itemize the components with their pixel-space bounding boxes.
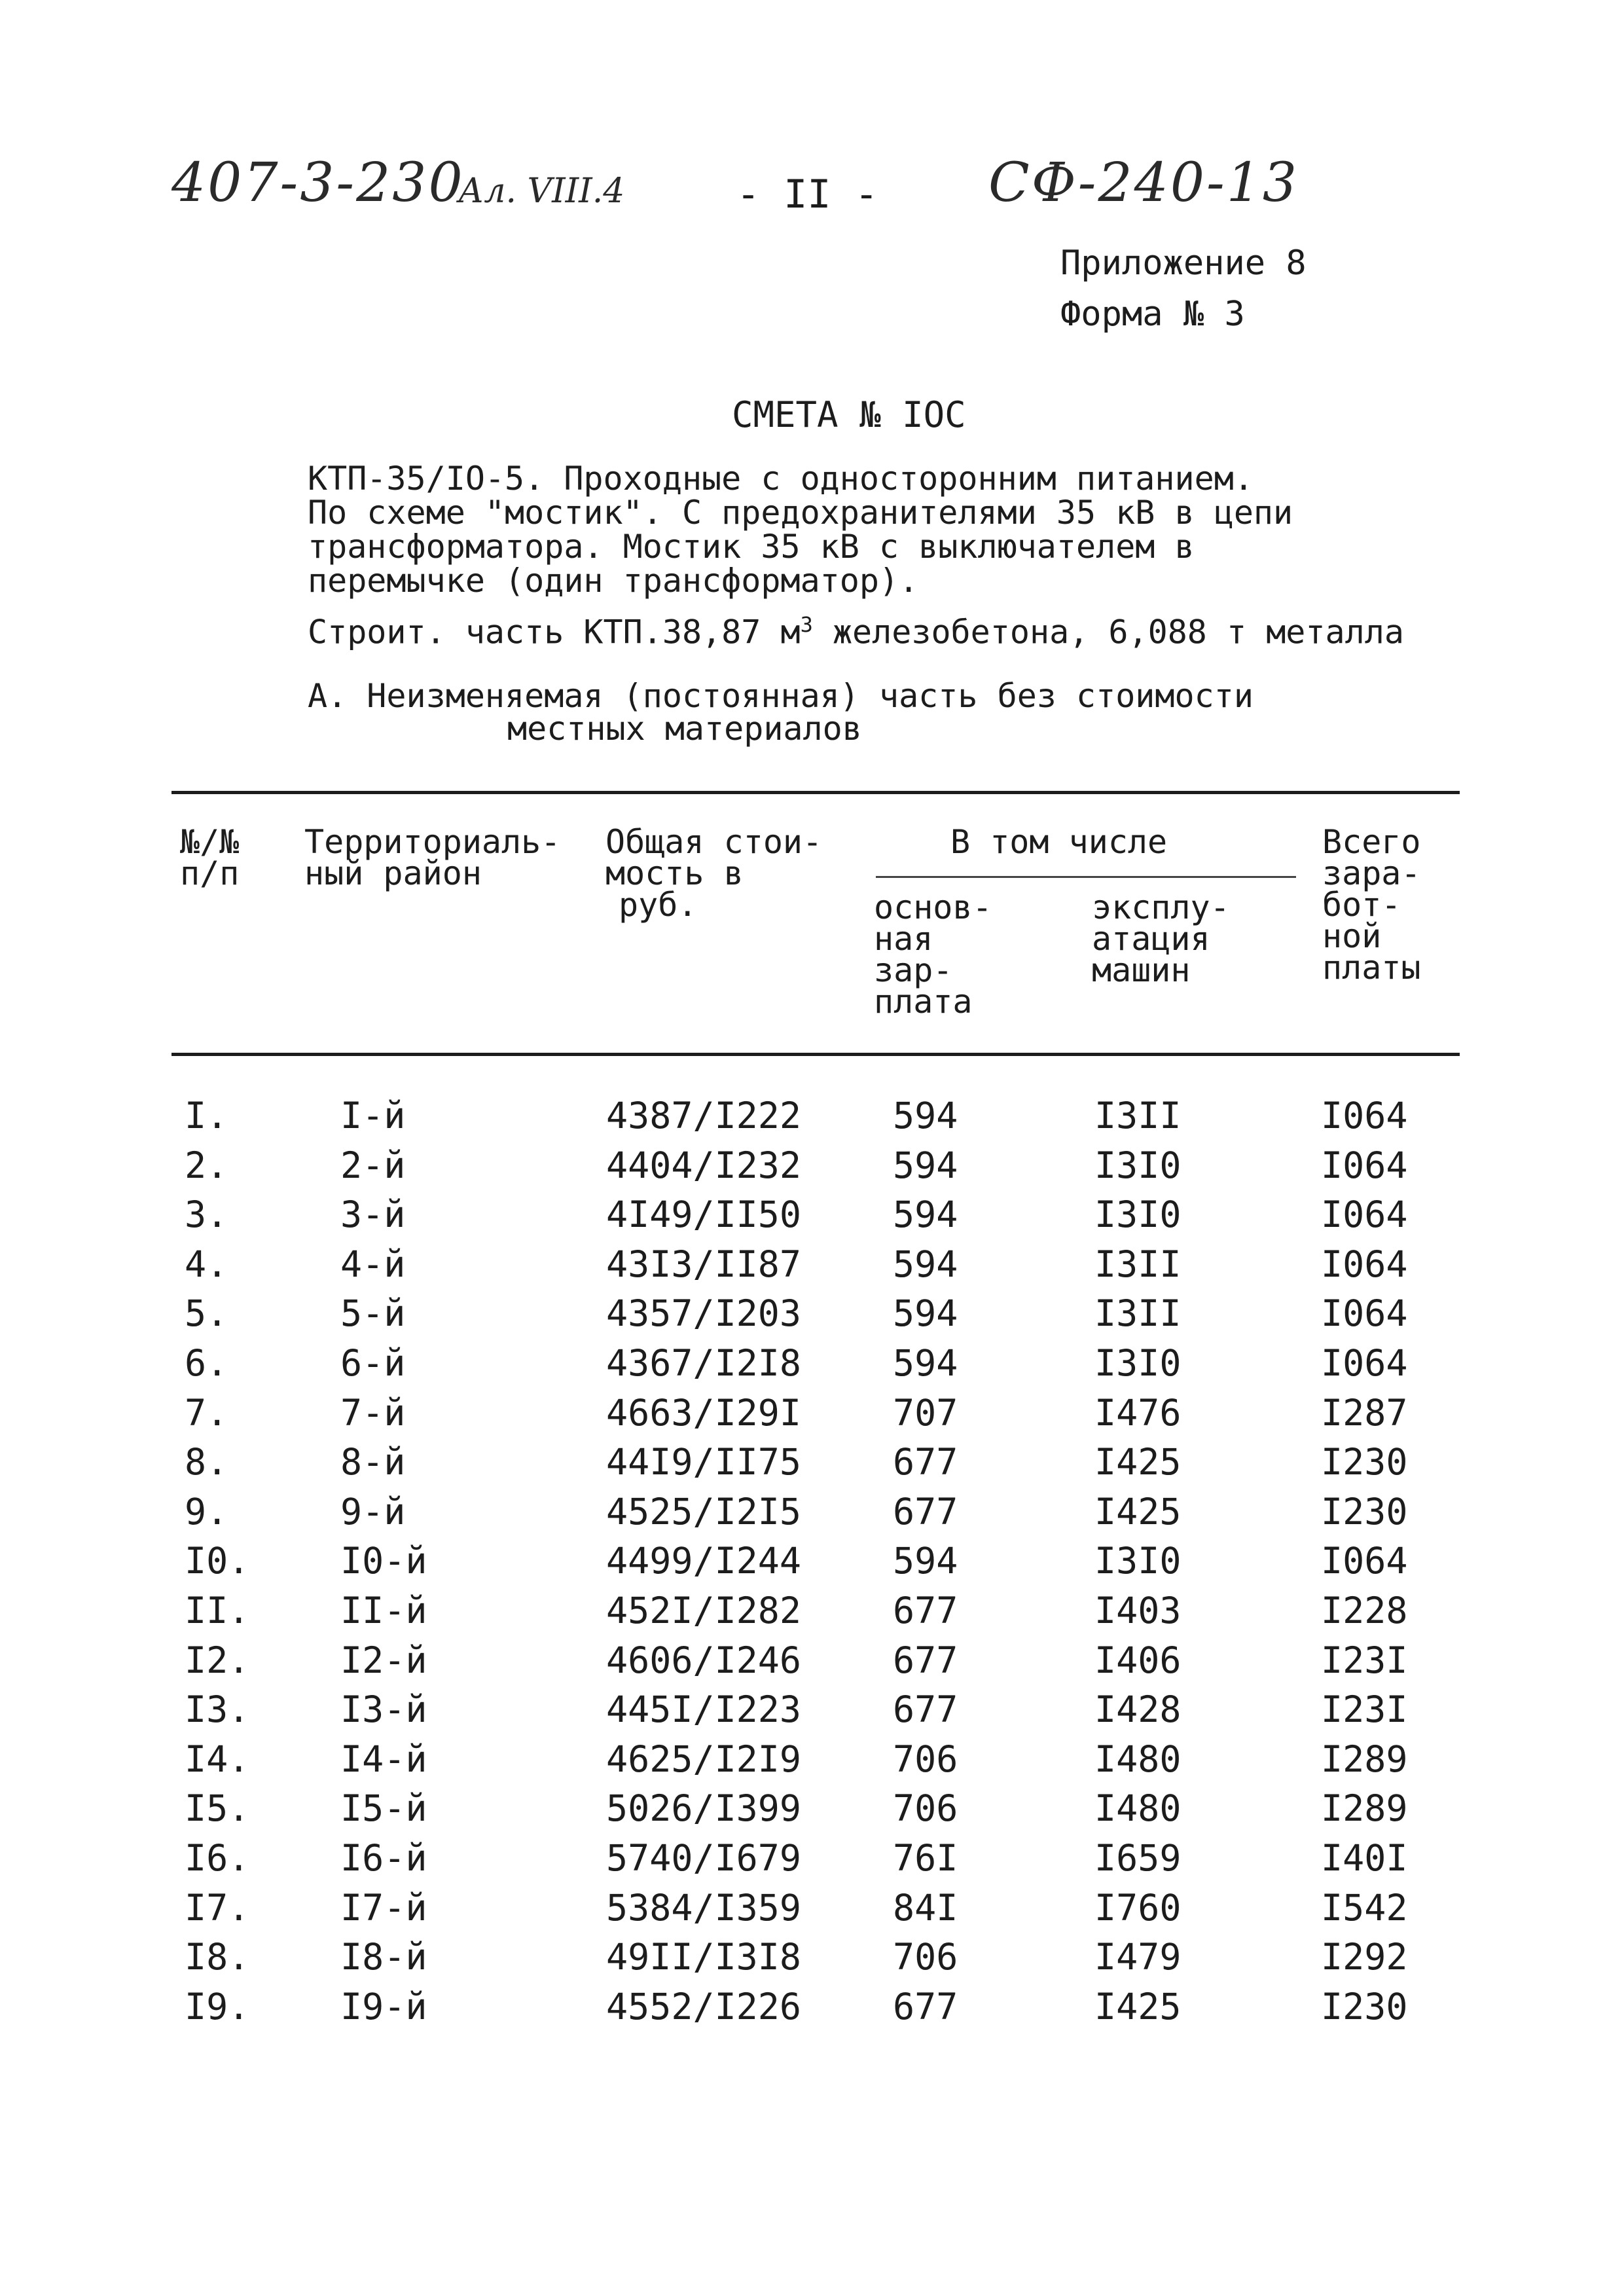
description-line: КТП-35/IO-5. Проходные с односторонним питанием. [308,460,1254,498]
cell-total-cost: 4663/I29I [606,1391,802,1434]
cell-total-wages: I23I [1321,1639,1408,1681]
cell-region: I6-й [340,1836,427,1879]
cell-total-wages: I40I [1321,1836,1408,1879]
cell-total-cost: 4525/I2I5 [606,1490,802,1533]
cell-machine-operation: I479 [1094,1936,1182,1978]
cell-total-wages: I230 [1321,1985,1408,2028]
header-line: машин [1092,951,1191,989]
cell-region: 2-й [340,1144,406,1186]
cell-machine-operation: I425 [1094,1441,1182,1484]
cell-region: 8-й [340,1441,406,1484]
description-line: По схеме "мостик". С предохранителями 35 кВ в цепи [308,494,1293,532]
cell-total-wages: I064 [1321,1194,1408,1236]
document-code-right: СФ-240-13 [988,152,1299,214]
form-label: Форма № 3 [1060,295,1245,334]
cell-number: I3. [185,1688,250,1731]
cell-total-wages: I064 [1321,1144,1408,1186]
cell-total-cost: 452I/I282 [606,1589,802,1631]
cell-machine-operation: I3II [1094,1243,1182,1285]
cell-base-wage: 594 [893,1341,958,1384]
cell-total-wages: I064 [1321,1540,1408,1582]
table-row [0,1837,1624,1887]
document-code-left: 407-3-230 [171,152,465,214]
cell-number: 3. [185,1194,228,1236]
cell-machine-operation: I406 [1094,1639,1182,1681]
cell-total-wages: I289 [1321,1787,1408,1830]
cell-machine-operation: I3I0 [1094,1194,1182,1236]
table-row [0,1887,1624,1937]
table-row [0,1590,1624,1639]
cell-base-wage: 677 [893,1985,958,2028]
table-row [0,1292,1624,1342]
cell-base-wage: 706 [893,1738,958,1780]
table-row [0,1392,1624,1442]
cell-number: 7. [185,1391,228,1434]
cell-machine-operation: I760 [1094,1886,1182,1929]
cell-region: I4-й [340,1738,427,1780]
table-header-bottom-rule [171,1053,1460,1056]
cell-machine-operation: I3II [1094,1292,1182,1335]
header-line: эксплу- [1092,888,1230,926]
cell-total-wages: I230 [1321,1490,1408,1533]
cell-base-wage: 594 [893,1243,958,1285]
cell-region: I-й [340,1095,406,1137]
header-line: п/п [180,854,240,892]
cell-total-cost: 4404/I232 [606,1144,802,1186]
cell-total-cost: 4I49/II50 [606,1194,802,1236]
cell-machine-operation: I3I0 [1094,1540,1182,1582]
header-line: зара- [1322,854,1421,892]
cell-total-cost: 43I3/II87 [606,1243,802,1285]
table-row [0,1787,1624,1837]
cell-region: I0-й [340,1540,427,1582]
header-line: руб. [619,886,698,924]
cell-region: I8-й [340,1936,427,1978]
header-line: основ- [874,888,992,926]
section-heading [308,677,1254,748]
cell-region: 6-й [340,1341,406,1384]
table-row [0,1738,1624,1788]
description-line: трансформатора. Мостик 35 кВ с выключателем в [308,528,1195,566]
table-body [0,1095,1624,2035]
cell-region: I3-й [340,1688,427,1731]
cell-total-wages: I228 [1321,1589,1408,1631]
cell-base-wage: 594 [893,1144,958,1186]
cell-region: 9-й [340,1490,406,1533]
table-row [0,1936,1624,1986]
cell-region: 4-й [340,1243,406,1285]
table-row [0,1540,1624,1590]
cell-region: 7-й [340,1391,406,1434]
cell-total-wages: I230 [1321,1441,1408,1484]
cell-machine-operation: I428 [1094,1688,1182,1731]
cell-total-cost: 49II/I3I8 [606,1936,802,1978]
table-top-rule [171,791,1460,794]
header-line: Территориаль- [304,823,561,861]
cell-total-cost: 445I/I223 [606,1688,802,1731]
header-line: плата [874,983,973,1021]
cell-total-cost: 44I9/II75 [606,1441,802,1484]
cell-machine-operation: I425 [1094,1490,1182,1533]
cell-machine-operation: I3II [1094,1095,1182,1137]
cell-number: I7. [185,1886,250,1929]
table-row [0,1986,1624,2035]
cell-base-wage: 677 [893,1589,958,1631]
cell-number: I2. [185,1639,250,1681]
header-line: Всего [1322,823,1421,861]
construction-superscript: 3 [800,612,813,637]
cell-machine-operation: I480 [1094,1738,1182,1780]
page-number: - II - [736,172,878,217]
table-row [0,1194,1624,1243]
cell-region: I7-й [340,1886,427,1929]
cell-machine-operation: I3I0 [1094,1341,1182,1384]
header-line: бот- [1322,886,1401,924]
cell-base-wage: 706 [893,1787,958,1830]
cell-number: I6. [185,1836,250,1879]
cell-base-wage: 677 [893,1490,958,1533]
table-row [0,1095,1624,1144]
table-row [0,1688,1624,1738]
cell-total-cost: 4552/I226 [606,1985,802,2028]
header-region [304,823,561,892]
header-line: ный район [304,854,482,892]
cell-total-wages: I064 [1321,1341,1408,1384]
header-line: атация [1092,920,1210,958]
cell-number: II. [185,1589,250,1631]
cell-total-cost: 4625/I2I9 [606,1738,802,1780]
cell-total-wages: I23I [1321,1688,1408,1731]
cell-total-cost: 4387/I222 [606,1095,802,1137]
table-row [0,1342,1624,1392]
header-line: платы [1322,949,1421,987]
header-line: зар- [874,951,953,989]
construction-line [308,612,1404,651]
header-line: Общая стои- [605,823,823,861]
cell-region: II-й [340,1589,427,1631]
cell-total-wages: I064 [1321,1095,1408,1137]
cell-total-wages: I064 [1321,1292,1408,1335]
construction-prefix: Строит. часть КТП.38,87 м [308,613,801,651]
cell-machine-operation: I480 [1094,1787,1182,1830]
cell-total-cost: 5026/I399 [606,1787,802,1830]
cell-total-cost: 4499/I244 [606,1540,802,1582]
appendix-label: Приложение 8 [1060,244,1307,283]
cell-machine-operation: I403 [1094,1589,1182,1631]
album-note: Ал. VIII.4 [458,172,625,211]
header-line: ная [874,920,933,958]
cell-number: 4. [185,1243,228,1285]
cell-number: 6. [185,1341,228,1384]
header-sub-rule [876,876,1296,878]
cell-total-cost: 5384/I359 [606,1886,802,1929]
cell-region: 3-й [340,1194,406,1236]
cell-base-wage: 76I [893,1836,958,1879]
cell-number: I4. [185,1738,250,1780]
cell-total-wages: I064 [1321,1243,1408,1285]
cell-total-wages: I287 [1321,1391,1408,1434]
cell-number: I8. [185,1936,250,1978]
header-number [180,823,240,892]
cell-region: I5-й [340,1787,427,1830]
construction-suffix: железобетона, 6,088 т металла [812,613,1404,651]
cell-machine-operation: I659 [1094,1836,1182,1879]
cell-number: I5. [185,1787,250,1830]
header-machine-operation [1092,888,1230,989]
cell-region: I2-й [340,1639,427,1681]
cell-total-cost: 4357/I203 [606,1292,802,1335]
cell-total-wages: I292 [1321,1936,1408,1978]
estimate-description [308,462,1293,598]
cell-base-wage: 707 [893,1391,958,1434]
cell-base-wage: 84I [893,1886,958,1929]
cell-number: 2. [185,1144,228,1186]
cell-region: I9-й [340,1985,427,2028]
header-base-wage [874,888,992,1021]
cell-machine-operation: I425 [1094,1985,1182,2028]
table-row [0,1144,1624,1194]
header-total-cost [605,823,823,924]
cell-base-wage: 594 [893,1095,958,1137]
header-line: ной [1322,917,1382,955]
table-row [0,1441,1624,1491]
cell-number: 8. [185,1441,228,1484]
cell-total-wages: I289 [1321,1738,1408,1780]
header-line: №/№ [180,823,240,861]
cell-base-wage: 594 [893,1194,958,1236]
header-total-wages [1322,823,1421,987]
cell-base-wage: 677 [893,1639,958,1681]
description-line: перемычке (один трансформатор). [308,562,919,600]
cell-total-cost: 4606/I246 [606,1639,802,1681]
cell-base-wage: 706 [893,1936,958,1978]
cell-total-wages: I542 [1321,1886,1408,1929]
table-row [0,1243,1624,1293]
cell-total-cost: 5740/I679 [606,1836,802,1879]
header-line: мость в [605,854,744,892]
cell-machine-operation: I476 [1094,1391,1182,1434]
cell-base-wage: 594 [893,1292,958,1335]
cell-number: I0. [185,1540,250,1582]
cell-base-wage: 594 [893,1540,958,1582]
section-heading-line2: местных материалов [507,710,862,748]
cell-number: I9. [185,1985,250,2028]
cell-number: I. [185,1095,228,1137]
table-row [0,1639,1624,1689]
cell-base-wage: 677 [893,1441,958,1484]
header-including: В том числе [950,823,1168,861]
cell-region: 5-й [340,1292,406,1335]
table-row [0,1491,1624,1540]
cell-machine-operation: I3I0 [1094,1144,1182,1186]
cell-number: 5. [185,1292,228,1335]
cell-base-wage: 677 [893,1688,958,1731]
cell-total-cost: 4367/I2I8 [606,1341,802,1384]
section-heading-line1: А. Неизменяемая (постоянная) часть без стоимости [308,677,1254,715]
estimate-title: СМЕТА № IOC [732,394,966,435]
cell-number: 9. [185,1490,228,1533]
